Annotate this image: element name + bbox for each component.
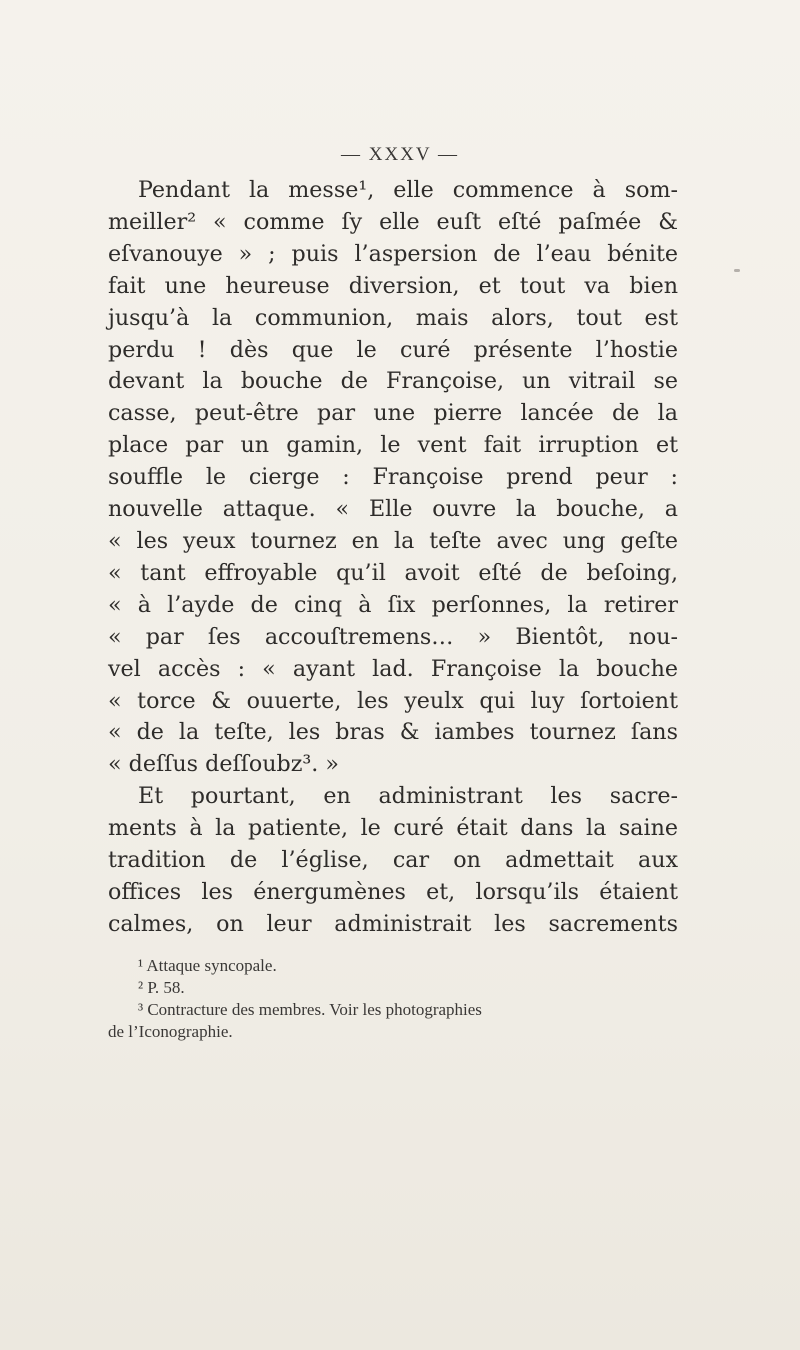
text-line: ments à la patiente, le curé était dans la saine [108, 815, 678, 842]
text-line: vel accès : « ayant lad. Françoise la bouche [108, 655, 678, 682]
text-line: casse, peut-être par une pierre lancée de la [108, 400, 678, 427]
text-line: « les yeux tournez en la teſte avec ung geſte [108, 527, 678, 554]
text-line: offices les énergumènes et, lorsqu’ils étaient [108, 878, 678, 905]
text-line: tradition de l’église, car on admettait aux [108, 847, 678, 874]
text-line: Et pourtant, en administrant les sacre- [138, 783, 678, 810]
text-line: perdu ! dès que le curé présente l’hostie [108, 336, 678, 363]
text-line: meiller² « comme ſy elle euſt eſté paſmée & [108, 208, 678, 235]
text-line: jusqu’à la communion, mais alors, tout est [108, 304, 678, 331]
text-line: souffle le cierge : Françoise prend peur : [108, 464, 678, 491]
text-line: « de la teſte, les bras & iambes tournez ſans [108, 719, 678, 746]
text-line: nouvelle attaque. « Elle ouvre la bouche, a [108, 496, 678, 523]
text-line: « torce & ouuerte, les yeulx qui luy ſortoient [108, 687, 678, 714]
page-number: — XXXV — [340, 144, 460, 165]
footnote: ³ Contracture des membres. Voir les photographies [138, 1000, 482, 1019]
text-line: « deſſus deſſoubz³. » [108, 751, 339, 778]
text-line: calmes, on leur administrait les sacrements [108, 910, 678, 937]
main-text [108, 175, 678, 941]
text-line: eſvanouye » ; puis l’aspersion de l’eau bénite [108, 240, 678, 267]
paper-speck [734, 269, 740, 272]
footnotes [108, 955, 678, 1043]
footnote: ¹ Attaque syncopale. [138, 956, 277, 975]
text-line: « tant effroyable qu’il avoit eſté de beſoing, [108, 559, 678, 586]
footnote: ² P. 58. [138, 978, 185, 997]
text-line: « à l’ayde de cinq à ſix perſonnes, la retirer [108, 591, 678, 618]
text-line: place par un gamin, le vent fait irruption et [108, 432, 678, 459]
footnote: de l’Iconographie. [108, 1022, 233, 1041]
text-line: devant la bouche de Françoise, un vitrail se [108, 368, 678, 395]
text-line: « par ſes accouſtremens… » Bientôt, nou- [108, 623, 678, 650]
text-line: fait une heureuse diversion, et tout va bien [108, 272, 678, 299]
text-line: Pendant la messe¹, elle commence à som- [138, 177, 678, 203]
